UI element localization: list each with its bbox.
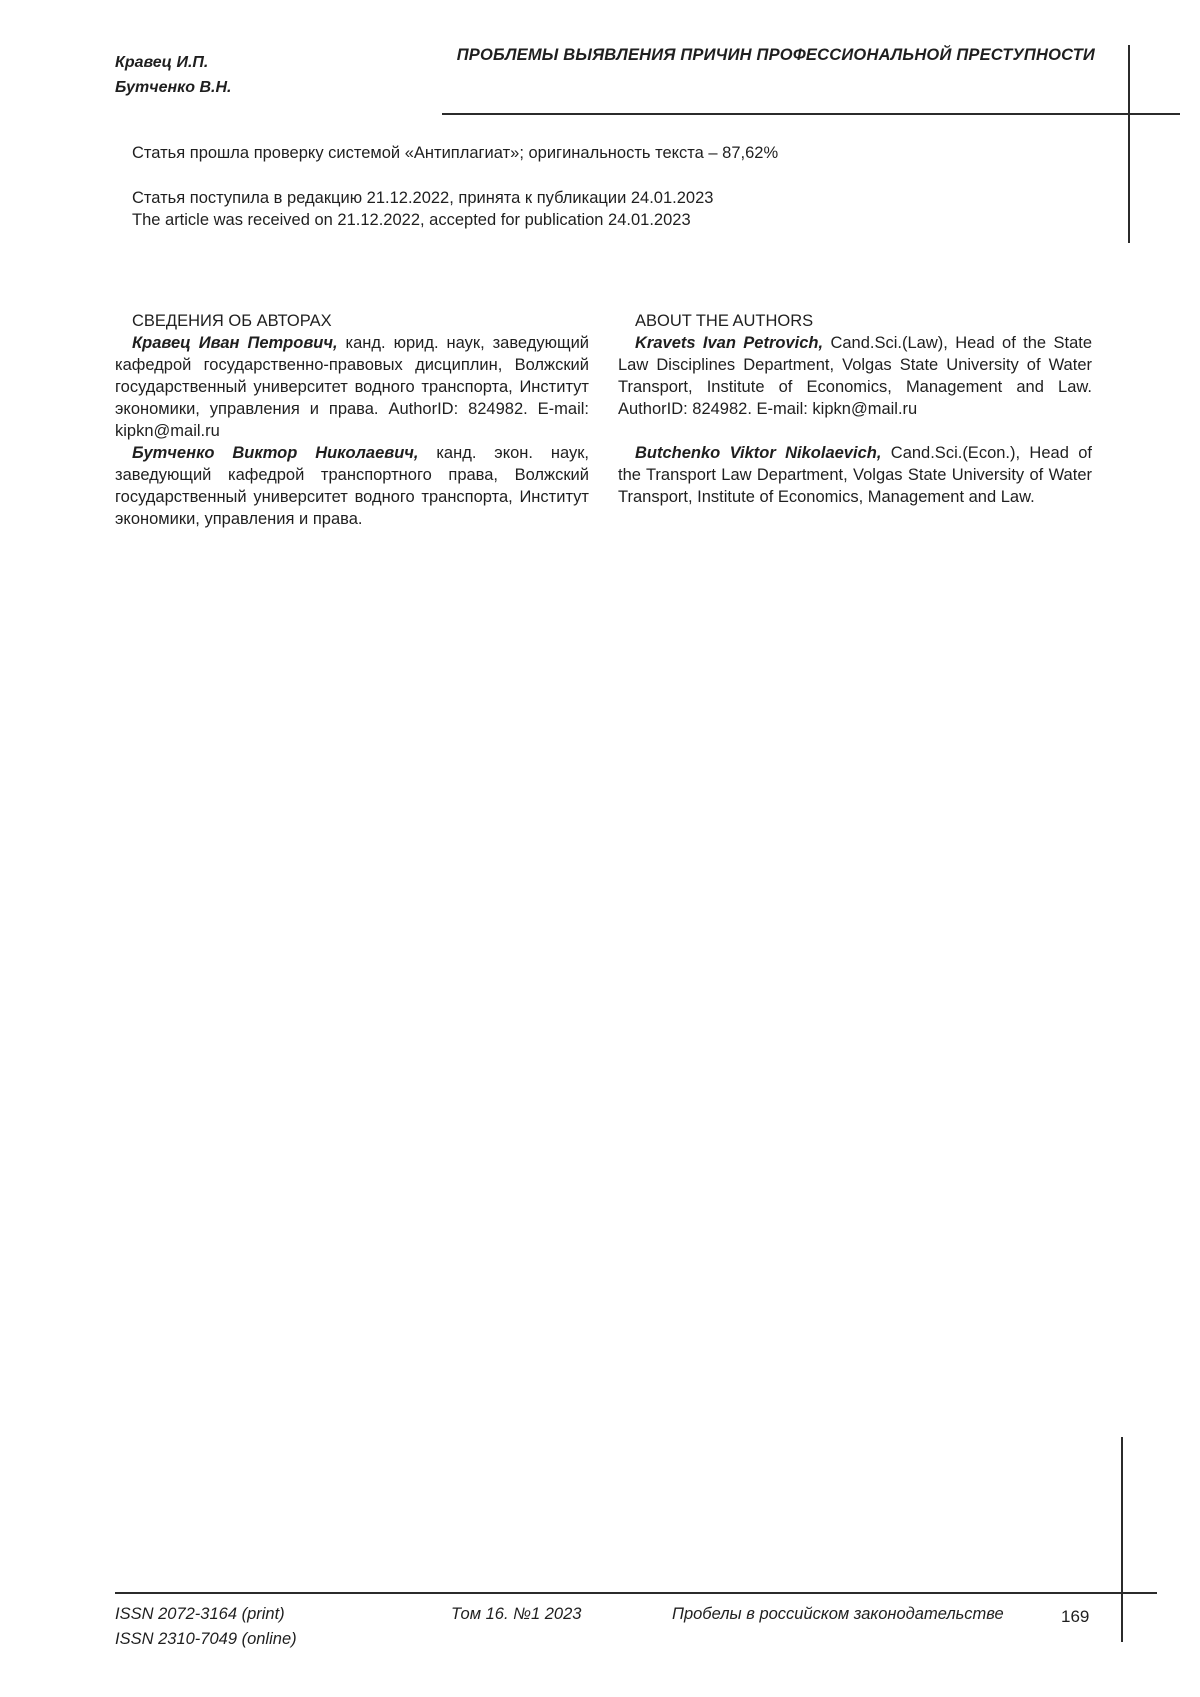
header-horizontal-rule bbox=[442, 113, 1180, 115]
author-name: Бутченко Виктор Николаевич, bbox=[132, 444, 419, 462]
authors-ru-column bbox=[115, 310, 589, 530]
received-note bbox=[132, 187, 713, 231]
author-entry-kravets-en bbox=[618, 332, 1092, 420]
running-title: ПРОБЛЕМЫ ВЫЯВЛЕНИЯ ПРИЧИН ПРОФЕССИОНАЛЬНОЙ ПРЕСТУПНОСТИ bbox=[456, 46, 1095, 64]
footer-vertical-rule bbox=[1121, 1437, 1123, 1642]
author-details: Cand.Sci.(Econ.), Head of the Transport Law Department, Volgas State University of Water Transport, Institute of Economics, Management and Law. bbox=[618, 444, 1092, 506]
header-authors bbox=[115, 50, 231, 100]
footer-issn bbox=[115, 1602, 297, 1652]
author-details: Cand.Sci.(Law), Head of the State Law Disciplines Department, Volgas State University of Water Transport, Institute of Economics, Management and Law. AuthorID: 824982. E-mail: kipkn@mail.ru bbox=[618, 334, 1093, 418]
author-name: Kravets Ivan Petrovich, bbox=[635, 334, 824, 352]
author-entry-butchenko-en bbox=[618, 442, 1092, 508]
received-note-ru: Статья поступила в редакцию 21.12.2022, принята к публикации 24.01.2023 bbox=[132, 189, 714, 207]
authors-ru-heading: СВЕДЕНИЯ ОБ АВТОРАХ bbox=[132, 312, 332, 330]
author-entry-kravets-ru bbox=[115, 332, 589, 442]
author-name: Butchenko Viktor Nikolaevich, bbox=[635, 444, 882, 462]
author-details: канд. экон. наук, заведующий кафедрой транспортного права, Волжский государственный университет водного транспорта, Институт экономики, управления и права. bbox=[115, 444, 589, 528]
header-author-2: Бутченко В.Н. bbox=[115, 79, 232, 96]
author-details: канд. юрид. наук, заведующий кафедрой государственно-правовых дисциплин, Волжский государственный университет водного транспорта, Институт экономики, управления и права. AuthorID: 824982. E-mail: kipkn@mail.ru bbox=[115, 334, 589, 440]
issn-print: ISSN 2072-3164 (print) bbox=[115, 1605, 285, 1623]
header-author-1: Кравец И.П. bbox=[115, 54, 209, 71]
author-entry-butchenko-ru bbox=[115, 442, 589, 530]
footer-volume: Том 16. №1 2023 bbox=[451, 1605, 582, 1623]
footer-horizontal-rule bbox=[115, 1592, 1157, 1594]
authors-en-column bbox=[618, 310, 1092, 508]
authors-en-heading: ABOUT THE AUTHORS bbox=[635, 312, 814, 330]
footer-journal-title: Пробелы в российском законодательстве bbox=[672, 1605, 1004, 1623]
plagiarism-note: Статья прошла проверку системой «Антиплагиат»; оригинальность текста – 87,62% bbox=[132, 144, 779, 162]
received-note-en: The article was received on 21.12.2022, accepted for publication 24.01.2023 bbox=[132, 211, 691, 229]
header-vertical-rule bbox=[1128, 45, 1130, 243]
issn-online: ISSN 2310-7049 (online) bbox=[115, 1630, 297, 1648]
author-name: Кравец Иван Петрович, bbox=[132, 334, 338, 352]
page-number: 169 bbox=[1061, 1607, 1090, 1626]
